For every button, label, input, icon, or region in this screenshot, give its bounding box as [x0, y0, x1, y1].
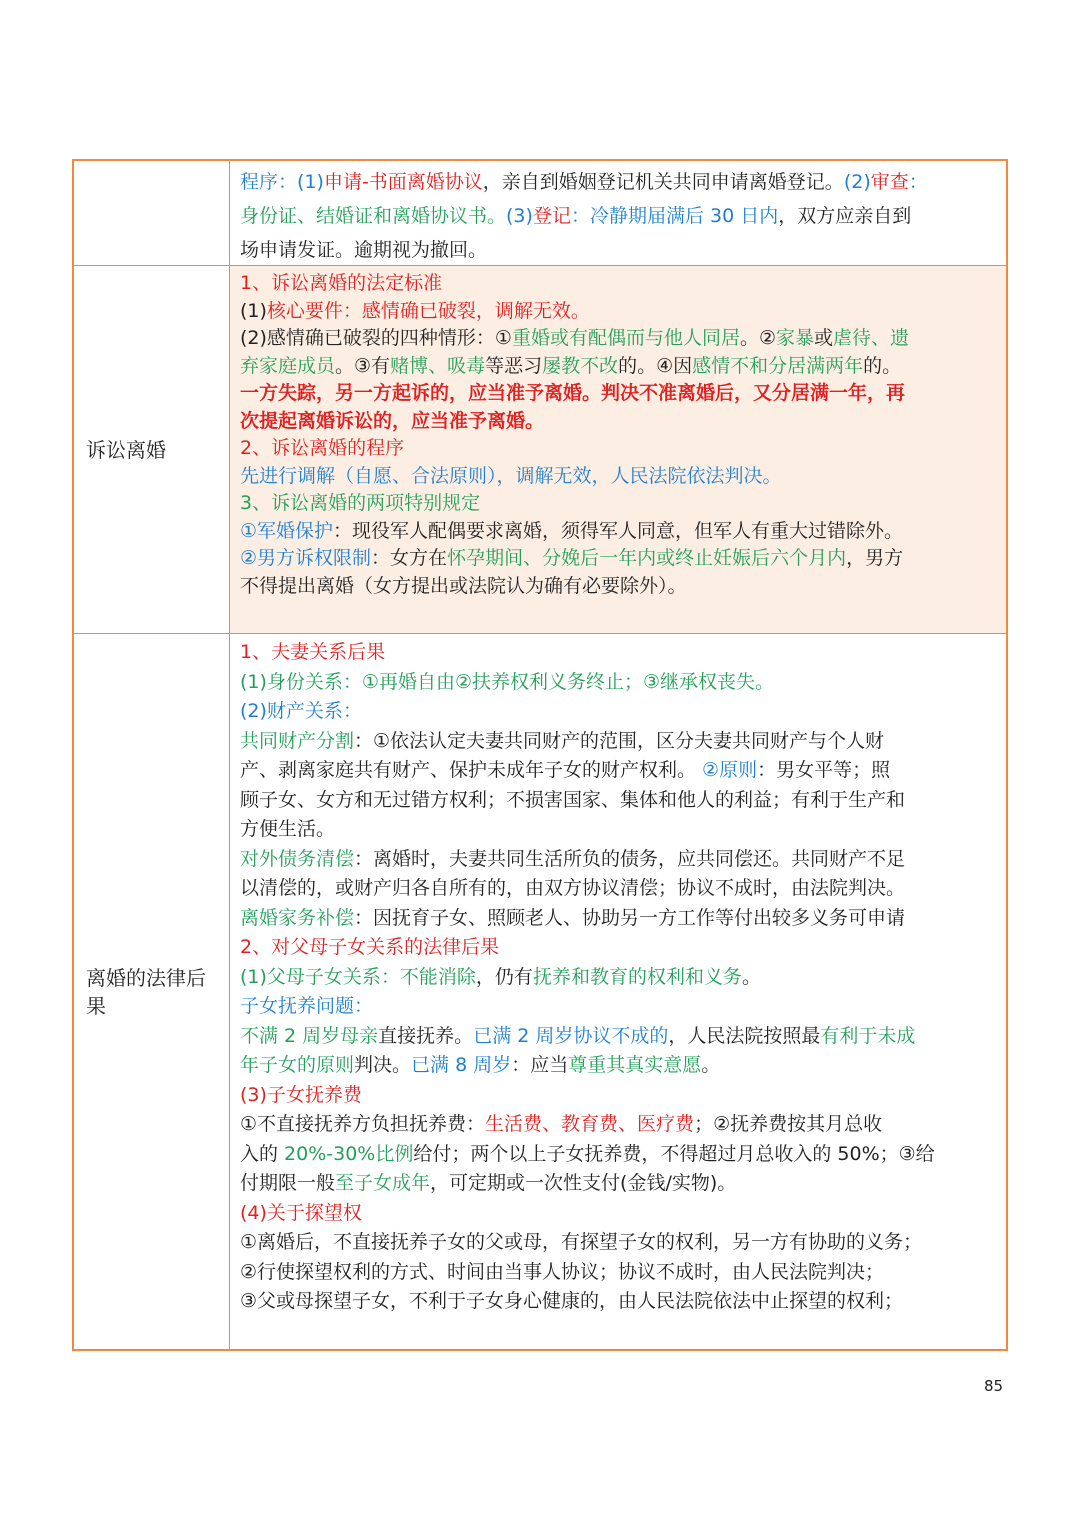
text-run: 怀孕期间、分娩后一年内或终止妊娠后六个月内 — [447, 547, 847, 569]
row-content — [230, 634, 1006, 1349]
text-line — [240, 165, 996, 199]
text-run: 审查 — [870, 171, 909, 193]
text-run: ②原则 — [702, 759, 758, 781]
text-line — [240, 697, 996, 727]
text-run: ，双方应亲自到 — [778, 205, 912, 227]
text-run: 或 — [814, 327, 834, 349]
text-run: (2) — [843, 171, 871, 193]
text-line — [240, 1140, 996, 1170]
text-run: 核心要件：感情确已破裂，调解无效。 — [266, 299, 590, 322]
table-row — [74, 266, 1006, 634]
text-line — [240, 298, 996, 326]
text-line — [240, 408, 996, 436]
text-run: (1) — [297, 171, 324, 193]
text-run: 3、诉讼离婚的两项特别规定 — [240, 492, 481, 514]
text-run: 1、夫妻关系后果 — [240, 641, 386, 663]
text-line — [240, 270, 996, 298]
text-run: (2)感情确已破裂的四种情形：① — [240, 327, 512, 349]
text-run: 申请-书面离婚协议 — [323, 171, 483, 193]
text-run: 等恶习 — [485, 354, 543, 377]
text-run: ：现役军人配偶要求离婚，须得军人同意，但军人有重大过错除外。 — [333, 519, 904, 542]
text-run: (1) — [240, 299, 267, 322]
text-run: ：男女平等；照 — [757, 759, 891, 781]
row-content — [230, 266, 1006, 633]
text-run: 弃家庭成员 — [240, 354, 336, 377]
text-run: 已满 8 周岁 — [411, 1054, 512, 1076]
text-run: 共同财产分割 — [240, 729, 355, 752]
text-run: 入的 — [240, 1142, 285, 1165]
text-line — [240, 463, 996, 491]
text-run: (1)父母子女关系：不能消除 — [240, 965, 476, 988]
text-run: ；②抚养费按其月总收 — [694, 1113, 883, 1135]
text-run: 场申请发证。逾期视为撤回。 — [240, 239, 488, 261]
text-run: ：应当 — [511, 1054, 569, 1076]
text-line — [240, 199, 996, 233]
text-line — [240, 756, 996, 786]
text-line — [240, 668, 996, 698]
table-row — [74, 161, 1006, 266]
text-run: ：①依法认定夫妻共同财产的范围，区分夫妻共同财产与个人财 — [354, 729, 885, 752]
text-run: ②行使探望权利的方式、时间由当事人协议；协议不成时，由人民法院判决； — [240, 1260, 885, 1283]
text-line — [240, 845, 996, 875]
row-content — [230, 161, 1006, 265]
text-line — [240, 963, 996, 993]
text-line — [240, 933, 996, 963]
text-run: 产、剥离家庭共有财产、保护未成年子女的财产权利。 — [240, 759, 703, 781]
text-line — [240, 1258, 996, 1288]
text-run: ，男方 — [846, 547, 904, 569]
text-run: ①离婚后，不直接抚养子女的父或母，有探望子女的权利，另一方有协助的义务； — [240, 1231, 923, 1253]
text-run: 先进行调解（自愿、合法原则），调解无效，人民法院依法判决。 — [240, 464, 782, 487]
text-line — [240, 992, 996, 1022]
text-run: 。 — [741, 965, 761, 988]
text-line — [240, 727, 996, 757]
text-line — [240, 490, 996, 518]
text-line — [240, 1051, 996, 1081]
text-line — [240, 1287, 996, 1317]
text-run: 有利于未成 — [820, 1024, 916, 1047]
text-run: 登记 — [532, 205, 571, 227]
text-line — [240, 380, 996, 408]
text-run: (1)身份关系：①再婚自由②扶养权利义务终止；③继承权丧失。 — [240, 670, 775, 693]
text-run: 屡教不改 — [542, 354, 619, 377]
text-line — [240, 573, 996, 601]
text-run: 年子女的原则 — [240, 1054, 355, 1076]
text-run: 次提起离婚诉讼的，应当准予离婚。 — [240, 409, 545, 432]
text-run: ②男方诉权限制 — [240, 547, 372, 569]
text-line — [240, 1022, 996, 1052]
text-run: 家暴 — [776, 327, 815, 349]
text-run: (4)关于探望权 — [240, 1201, 362, 1224]
text-run: ①军婚保护 — [240, 519, 334, 542]
text-run: 子女抚养问题： — [240, 995, 374, 1017]
row-label — [74, 161, 230, 265]
text-run: 不满 2 周岁母亲 — [240, 1024, 379, 1047]
text-line — [240, 518, 996, 546]
page-number: 85 — [984, 1377, 1004, 1395]
text-line — [240, 545, 996, 573]
text-run: 生活费、教育费、医疗费 — [485, 1113, 695, 1135]
text-line — [240, 1110, 996, 1140]
text-run: 对外债务清偿 — [240, 847, 355, 870]
row-label: 诉讼离婚 — [74, 266, 230, 633]
text-run: (2)财产关系： — [240, 700, 362, 722]
text-run: 的。 — [863, 354, 902, 377]
text-line — [240, 233, 996, 265]
text-run: 顾子女、女方和无过错方权利；不损害国家、集体和他人的利益；有利于生产和 — [240, 788, 906, 811]
text-run: ①不直接抚养方负担抚养费： — [240, 1113, 486, 1135]
text-run: 程序： — [240, 171, 298, 193]
text-run: (3) — [506, 205, 533, 227]
text-line — [240, 1228, 996, 1258]
text-run: 虐待、遗 — [833, 327, 910, 349]
text-run: 以清偿的，或财产归各自所有的，由双方协议清偿；协议不成时，由法院判决。 — [240, 877, 906, 899]
text-run: ，可定期或一次性支付(金钱/实物)。 — [430, 1172, 737, 1194]
row-label: 离婚的法律后果 — [74, 634, 230, 1349]
text-run: 一方失踪，另一方起诉的，应当准予离婚。判决不准离婚后，又分居满一年，再 — [240, 382, 906, 404]
text-run: (3)子女抚养费 — [240, 1083, 362, 1106]
text-run: 。 — [701, 1054, 721, 1076]
text-run: 付期限一般 — [240, 1172, 336, 1194]
text-run: 至子女成年 — [335, 1172, 431, 1194]
text-run: 离婚家务补偿 — [240, 906, 355, 929]
text-run: ③父或母探望子女，不利于子女身心健康的，由人民法院依法中止探望的权利； — [240, 1290, 904, 1312]
text-line — [240, 815, 996, 845]
text-run: 给付；两个以上子女抚养费，不得超过月总收入的 50%；③给 — [413, 1142, 935, 1165]
text-run: ，人民法院按照最 — [668, 1024, 821, 1047]
text-line — [240, 1081, 996, 1111]
text-run: 20%-30%比例 — [284, 1142, 414, 1165]
text-run: 重婚或有配偶而与他人同居 — [511, 327, 740, 349]
text-run: 1、诉讼离婚的法定标准 — [240, 272, 443, 294]
text-run: 的。④因 — [618, 354, 693, 377]
text-line — [240, 1169, 996, 1199]
text-line — [240, 786, 996, 816]
text-run: 直接抚养。 — [378, 1024, 474, 1047]
text-run: 判决。 — [354, 1054, 412, 1076]
text-run: 不得提出离婚（女方提出或法院认为确有必要除外）。 — [240, 574, 687, 597]
text-run: 方便生活。 — [240, 818, 336, 840]
text-line — [240, 874, 996, 904]
table-row — [74, 634, 1006, 1349]
text-run: ： — [908, 171, 928, 193]
text-line — [240, 904, 996, 934]
notes-table — [72, 159, 1008, 1351]
text-line — [240, 435, 996, 463]
text-run: 2、对父母子女关系的法律后果 — [240, 936, 500, 958]
text-line — [240, 325, 996, 353]
text-run: ：因抚育子女、照顾老人、协助另一方工作等付出较多义务可申请 — [354, 906, 906, 929]
text-line — [240, 638, 996, 668]
text-run: 。③有 — [335, 354, 391, 377]
text-line — [240, 1199, 996, 1229]
text-run: 感情不和分居满两年 — [692, 354, 864, 377]
text-run: ：冷静期届满后 30 日内 — [570, 205, 779, 227]
text-run: 抚养和教育的权利和义务 — [532, 965, 742, 988]
text-run: ，仍有 — [475, 965, 533, 988]
text-run: 尊重其真实意愿 — [568, 1054, 702, 1076]
text-run: ：离婚时，夫妻共同生活所负的债务，应共同偿还。共同财产不足 — [354, 847, 906, 870]
text-run: 赌博、吸毒 — [390, 354, 486, 377]
text-run: 身份证、结婚证和离婚协议书。 — [240, 205, 507, 227]
text-line — [240, 353, 996, 381]
text-run: 2、诉讼离婚的程序 — [240, 437, 405, 459]
text-run: ，亲自到婚姻登记机关共同申请离婚登记。 — [482, 171, 844, 193]
text-run: 已满 2 周岁协议不成的 — [473, 1024, 669, 1047]
text-run: 。② — [739, 327, 777, 349]
text-run: ：女方在 — [371, 547, 448, 569]
